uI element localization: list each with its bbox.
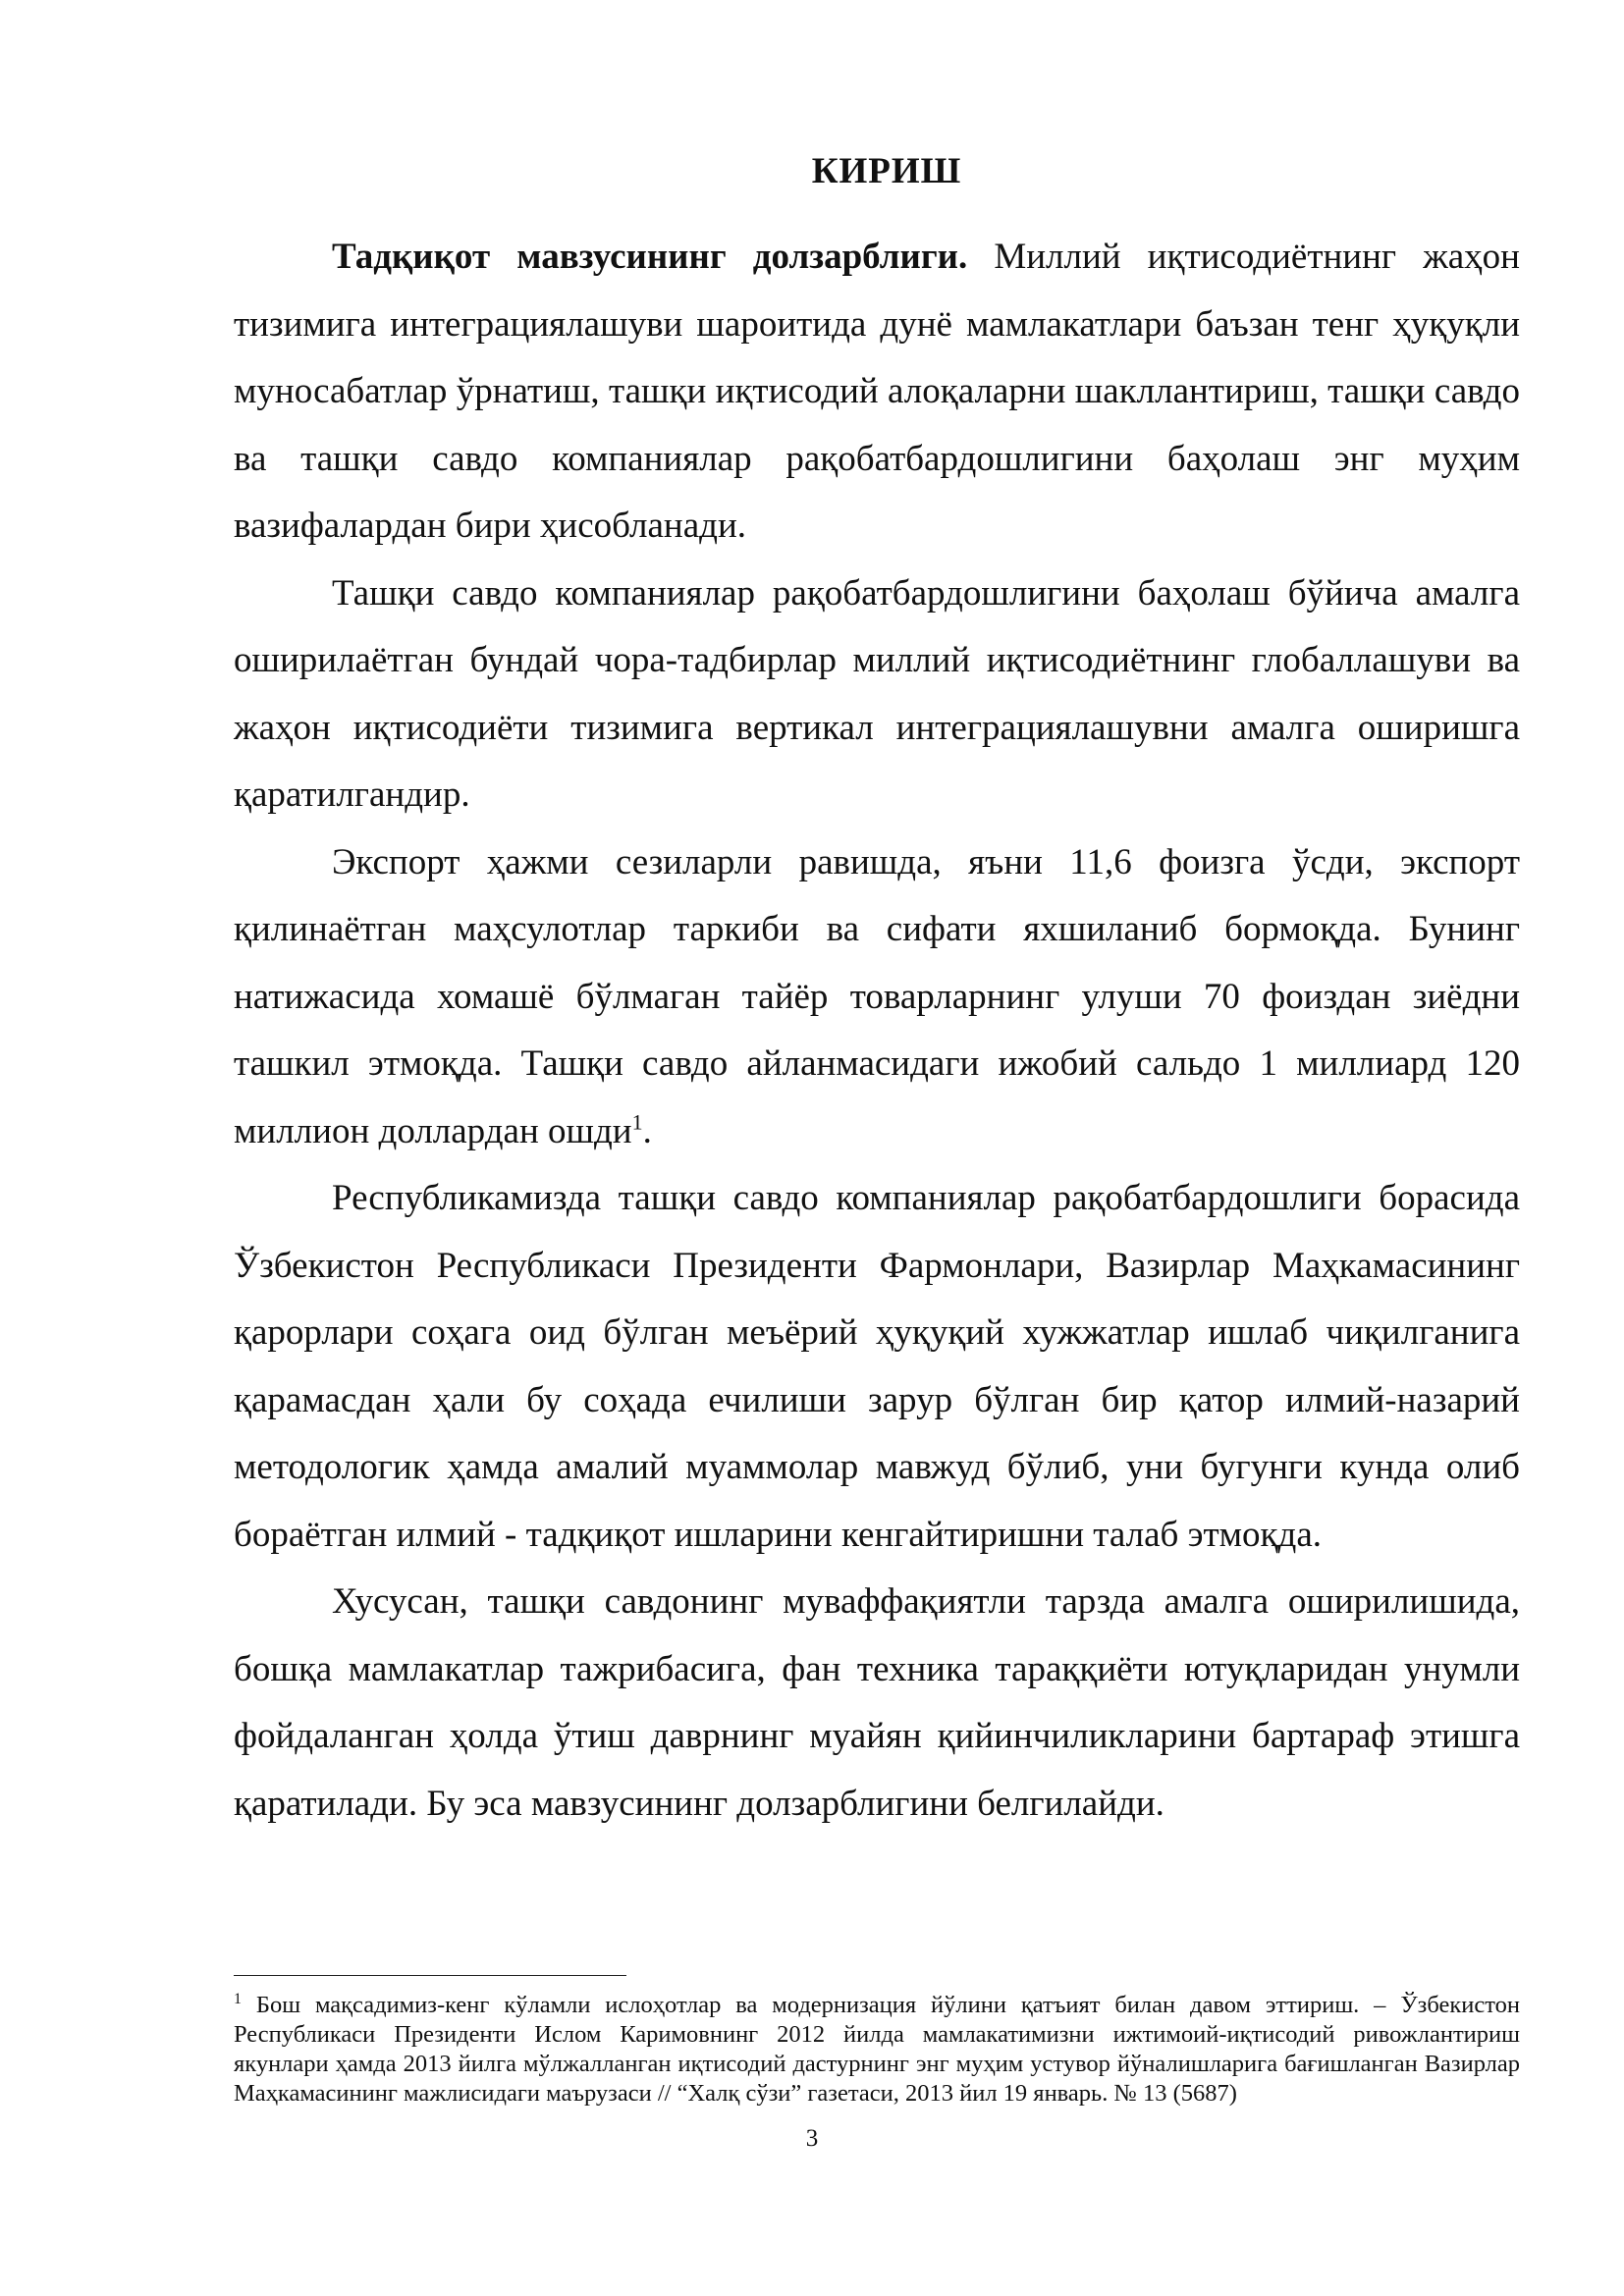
paragraph-assessment: Ташқи савдо компаниялар рақобатбардошлигини баҳолаш бўйича амалга оширилаётган бундай чора-тадбирлар миллий иқтисодиётнинг глобаллашуви ва жаҳон иқтисодиёти тизимига вертикал интеграциялашувни амалга оширишга қаратилгандир. [234,572,1520,815]
footnote [234,1991,1520,2109]
paragraph-tail: . [642,1110,652,1151]
paragraph-lead-bold: Тадқиқот мавзусининг долзарблиги. [332,237,968,277]
footnote-divider [234,1975,626,1976]
footnote-marker: 1 [234,1990,242,2007]
page-title: КИРИШ [811,151,962,191]
paragraph-text: Миллий иқтисодиётнинг жаҳон тизимига интеграциялашуви шароитида дунё мамлакатлари баъзан тенг ҳуқуқли муносабатлар ўрнатиш, ташқи иқтисодий алоқаларни шакллантириш, ташқи савдо ва ташқи савдо компаниялар рақобатбардошлигини баҳолаш энг муҳим вазифалардан бири ҳисобланади. [234,237,1520,546]
document-body [234,147,1520,1838]
footnote-text: Бош мақсадимиз-кенг кўламли ислоҳотлар ва модернизация йўлини қатъият билан давом эттириш. – Ўзбекистон Республикаси Президенти Ислом Каримовнинг 2012 йилда мамлакатимизни ижтимоий-иқтисодий ривожлантириш якунлари ҳамда 2013 йилга мўлжалланган иқтисодий дастурнинг энг муҳим устувор йўналишларига бағишланган Вазирлар Маҳкамасининг мажлисидаги маърузаси // “Халқ сўзи” газетаси, 2013 йил 19 январь. № 13 (5687) [234,1992,1520,2107]
paragraph-text: Экспорт ҳажми сезиларли равишда, яъни 11,6 фоизга ўсди, экспорт қилинаётган маҳсулотлар таркиби ва сифати яхшиланиб бормоқда. Бунинг натижасида хомашё бўлмаган тайёр товарларнинг улуши 70 фоиздан зиёдни ташкил этмоқда. Ташқи савдо айланмасидаги ижобий сальдо 1 миллиард 120 миллион доллардан ошди [234,841,1520,1151]
paragraph-export [234,829,1520,1166]
paragraph-conclusion: Хусусан, ташқи савдонинг муваффақиятли тарзда амалга оширилишида, бошқа мамлакатлар тажрибасига, фан техника тараққиёти ютуқларидан унумли фойдаланган ҳолда ўтиш даврнинг муайян қийинчиликларини бартараф этишга қаратилади. Бу эса мавзусининг долзарблигини белгилайди. [234,1581,1520,1824]
paragraph-legislation: Республикамизда ташқи савдо компаниялар рақобатбардошлиги борасида Ўзбекистон Республикаси Президенти Фармонлари, Вазирлар Маҳкамасининг қарорлари соҳага оид бўлган меъёрий ҳуқуқий хужжатлар ишлаб чиқилганига қарамасдан ҳали бу соҳада ечилиши зарур бўлган бир қатор илмий-назарий методологик ҳамда амалий муаммолар мавжуд бўлиб, уни бугунги кунда олиб бораётган илмий - тадқиқот ишларини кенгайтиришни талаб этмоқда. [234,1178,1520,1555]
page-number: 3 [805,2125,819,2152]
paragraph-relevance [234,224,1520,561]
footnote-reference[interactable]: 1 [631,1109,643,1135]
